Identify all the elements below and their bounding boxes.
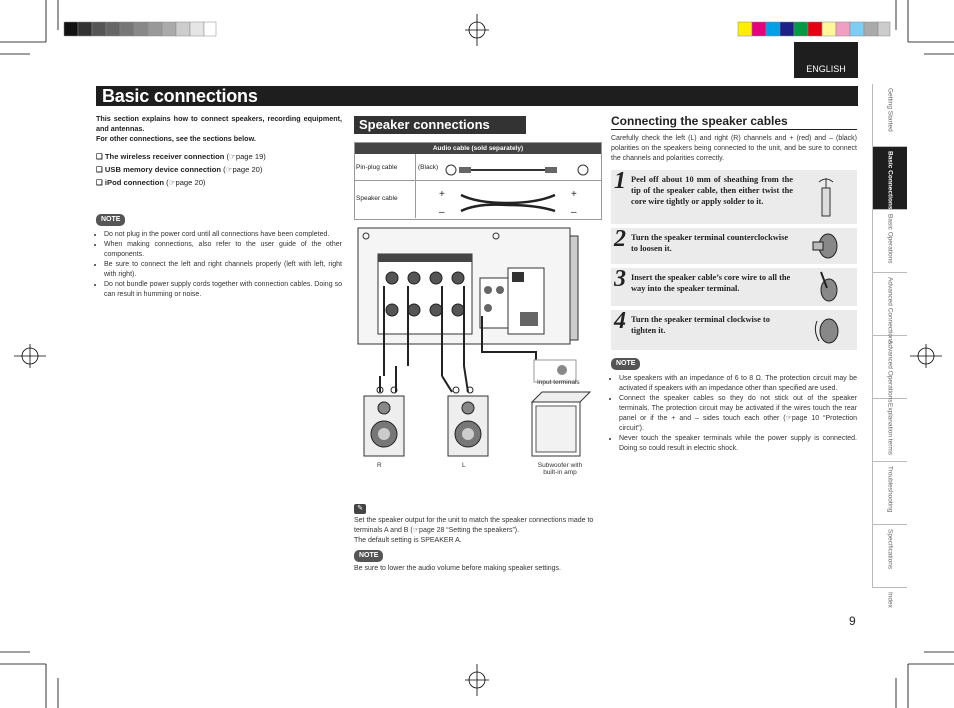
- title-bar: [96, 86, 858, 106]
- note-item: • Do not bundle power supply cords together with connection cables. Doing so can result in humming or noise.: [104, 280, 342, 300]
- side-navigation: [872, 84, 907, 608]
- link-ipod[interactable]: ❑ iPod connection (☞page 20): [96, 178, 206, 187]
- svg-text:–: –: [439, 207, 445, 217]
- connecting-speaker-cables-heading: Connecting the speaker cables: [611, 114, 857, 130]
- pencil-icon: ✎: [354, 504, 366, 514]
- tab-explanation-terms[interactable]: Explanation terms: [873, 399, 907, 462]
- tab-basic-connections[interactable]: Basic Connections: [873, 147, 907, 210]
- note-item: • When making connections, also refer to the user guide of the other components.: [104, 240, 342, 260]
- tab-basic-operations[interactable]: Basic Operations: [873, 210, 907, 273]
- language-tab: ENGLISH: [794, 42, 858, 78]
- step-3: 3 Insert the speaker cable’s core wire to all the way into the speaker terminal.: [611, 268, 857, 306]
- speaker-setting-info: ✎ Set the speaker output for the unit to match the speaker connections made to terminals A and B (☞page 28 “Setting the speakers”). The default setting is SPEAKER A. NOTE Be sure to lower the audio volume before making speaker settings.: [354, 505, 594, 572]
- page-title: Basic connections: [102, 86, 258, 106]
- tab-advanced-connections[interactable]: Advanced Connections: [873, 273, 907, 336]
- svg-text:+: +: [571, 189, 577, 200]
- note-item: • Use speakers with an impedance of 6 to 8 Ω. The protection circuit may be activated if speakers with an impedance other than specified are used.: [619, 374, 857, 394]
- terminal-loosen-icon: [811, 230, 845, 262]
- note-item: • Never touch the speaker terminals while the power supply is connected. Doing so could result in electric shock.: [619, 434, 857, 454]
- tab-index[interactable]: Index: [886, 592, 894, 608]
- tab-troubleshooting[interactable]: Troubleshooting: [873, 462, 907, 525]
- terminal-insert-icon: [811, 270, 845, 304]
- subwoofer-caption: Subwoofer with built-in amp: [537, 462, 583, 476]
- note-badge: NOTE: [611, 358, 640, 370]
- note-item: • Be sure to connect the left and right channels properly (left with left, right with right).: [104, 260, 342, 280]
- svg-text:–: –: [571, 207, 577, 217]
- speaker-connections-heading: Speaker connections: [354, 116, 526, 134]
- notes-right: [611, 358, 857, 454]
- link-wireless[interactable]: ❑ The wireless receiver connection (☞page 19): [96, 152, 266, 161]
- step-1: 1 Peel off about 10 mm of sheathing from the tip of the speaker cable, then either twist the core wire tightly or apply solder to it.: [611, 170, 857, 224]
- note-item: • Do not plug in the power cord until all connections have been completed.: [104, 230, 342, 240]
- tab-advanced-operations[interactable]: Advanced Operations: [873, 336, 907, 399]
- terminal-tighten-icon: [811, 313, 845, 347]
- link-usb[interactable]: ❑ USB memory device connection (☞page 20): [96, 165, 263, 174]
- tab-specifications[interactable]: Specifications: [873, 525, 907, 588]
- cable-tip-icon: [815, 176, 837, 218]
- note-badge: NOTE: [354, 550, 383, 562]
- intro-text: This section explains how to connect speakers, recording equipment, and antennas. For other connections, see the sections below.: [96, 114, 342, 143]
- note-item: • Connect the speaker cables so they do not stick out of the speaker terminals. The protection circuit may be activated if the wires touch the rear panel or if the + and – sides touch each other (☞page 10 “Protection circuit”).: [619, 394, 857, 434]
- speaker-connection-diagram: [356, 226, 600, 486]
- connecting-description: Carefully check the left (L) and right (R) channels and + (red) and – (black) polarities on the speakers being connected to the unit, and be sure to connect the channels and polarities correctly.: [611, 135, 857, 162]
- step-4: 4 Turn the speaker terminal clockwise to tighten it.: [611, 310, 857, 350]
- page-number: 9: [849, 614, 856, 628]
- cross-reference-list: [96, 152, 342, 191]
- cable-drawing: [417, 157, 599, 217]
- step-2: 2 Turn the speaker terminal counterclockwise to loosen it.: [611, 228, 857, 264]
- note-badge: NOTE: [96, 214, 125, 226]
- svg-text:+: +: [439, 189, 445, 200]
- cable-table: Audio cable (sold separately) Pin-plug cable (Black) Speaker cable + – + –: [354, 142, 602, 220]
- notes-left: [96, 214, 342, 300]
- tab-getting-started[interactable]: Getting Started: [873, 84, 907, 147]
